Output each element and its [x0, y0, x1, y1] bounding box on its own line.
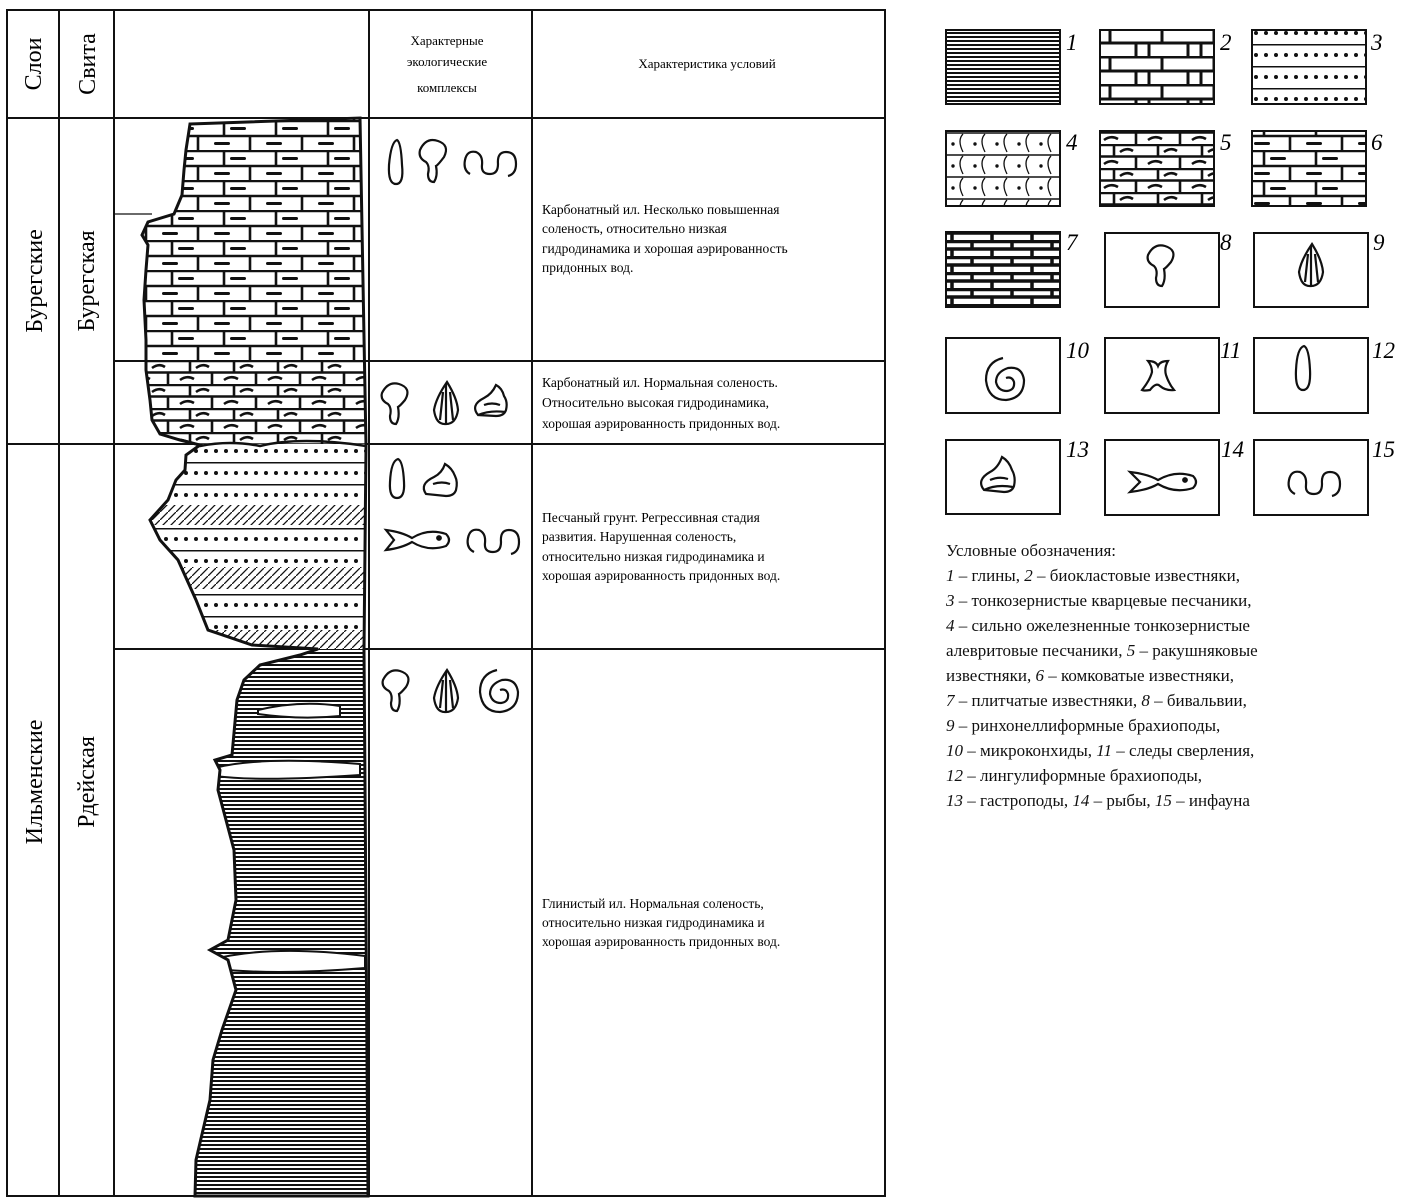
legend-item-number: 4 [946, 616, 955, 635]
legend-line [946, 713, 1386, 738]
header-eco-line2: экологические [406, 54, 488, 69]
legend-swatch-shell-limestone [1100, 131, 1214, 206]
legend-item-text: – бивальвии, [1149, 691, 1247, 710]
legend-line [946, 738, 1386, 763]
legend-number: 1 [1066, 30, 1078, 55]
legend-line [946, 763, 1386, 788]
legend-item-number: 13 [946, 791, 963, 810]
legend-line [946, 688, 1386, 713]
legend-box-infauna [1254, 440, 1368, 515]
legend-line [946, 563, 1386, 588]
legend-line [946, 613, 1386, 638]
condition-line: относительно низкая гидродинамика и [542, 915, 765, 930]
legend-number: 13 [1066, 437, 1089, 462]
condition-line: хорошая аэрированность придонных вод. [542, 934, 781, 949]
condition-line: Карбонатный ил. Несколько повышенная [542, 202, 780, 217]
gastropod-icon [475, 385, 507, 416]
legend-item-number: 14 [1072, 791, 1090, 810]
condition-line: хорошая аэрированность придонных вод. [542, 416, 781, 431]
legend-box-microconchid [946, 338, 1060, 413]
lithologic-column [130, 110, 380, 1202]
legend-swatch-iron-sandstone [946, 131, 1060, 206]
legend-line [946, 788, 1386, 813]
conditions-text [542, 202, 788, 949]
microconchid-icon [480, 670, 518, 712]
legend-item-number: 9 [946, 716, 955, 735]
unit-sand-hatch-2 [130, 567, 380, 589]
bivalve-icon [383, 670, 409, 711]
legend-number: 9 [1373, 230, 1385, 255]
legend-item-text: – ракушняковые [1135, 641, 1258, 660]
header-conditions: Характеристика условий [638, 56, 776, 71]
legend-item-text: – глины, [954, 566, 1025, 585]
legend-item-text: – рыбы, [1089, 791, 1155, 810]
legend-item-number: 2 [1024, 566, 1033, 585]
legend-title: Условные обозначения: [946, 541, 1117, 560]
suite-label-buregskaya: Бурегская [74, 230, 100, 332]
header-eco-line1: Характерные [410, 33, 484, 48]
legend-item-text: – гастроподы, [963, 791, 1073, 810]
legend-number: 10 [1066, 338, 1089, 363]
legend-item-number: 7 [946, 691, 955, 710]
header-eco-line3: комплексы [417, 80, 477, 95]
condition-line: Относительно высокая гидродинамика, [542, 395, 769, 410]
legend-item-number: 1 [946, 566, 955, 585]
condition-line: Глинистый ил. Нормальная соленость, [542, 896, 764, 911]
legend-item-text: – лингулиформные брахиоподы, [963, 766, 1203, 785]
legend-number: 11 [1220, 338, 1242, 363]
legend-swatch-nodular-limestone [1252, 131, 1366, 206]
condition-line: хорошая аэрированность придонных вод. [542, 568, 781, 583]
legend-item-number: 3 [946, 591, 955, 610]
legend-item-text: – биокластовые известняки, [1032, 566, 1240, 585]
legend-line [946, 663, 1386, 688]
condition-line: Песчаный грунт. Регрессивная стадия [542, 510, 760, 525]
clay-lens [215, 761, 360, 779]
legend-box-bivalve [1105, 233, 1219, 307]
eco-complex-2 [382, 382, 507, 424]
infauna-icon [465, 152, 516, 176]
lingulid-icon [389, 140, 403, 184]
legend-item-number: 6 [1035, 666, 1044, 685]
legend-item-number: 15 [1154, 791, 1172, 810]
legend-number: 2 [1220, 30, 1232, 55]
table-frame [7, 10, 885, 1196]
legend-item-number: 8 [1141, 691, 1150, 710]
condition-line: соленость, относительно низкая [542, 221, 727, 236]
legend-number: 4 [1066, 130, 1078, 155]
legend-swatch-platy-limestone [946, 232, 1060, 307]
layer-label-buregskie: Бурегские [22, 229, 48, 333]
header-suite: Свита [75, 33, 101, 95]
legend-item-text: – тонкозернистые кварцевые песчаники, [954, 591, 1252, 610]
condition-line: Карбонатный ил. Нормальная соленость. [542, 375, 778, 390]
condition-line: относительно низкая гидродинамика и [542, 549, 765, 564]
condition-line: развития. Нарушенная соленость, [542, 529, 737, 544]
legend-item-text: алевритовые песчаники, [946, 641, 1127, 660]
legend-number: 15 [1372, 437, 1395, 462]
legend-number: 8 [1220, 230, 1232, 255]
legend-number: 12 [1372, 338, 1395, 363]
legend-item-number: 5 [1126, 641, 1136, 660]
legend-item-text: – комковатые известняки, [1043, 666, 1234, 685]
legend-number: 6 [1371, 130, 1383, 155]
legend-number: 3 [1371, 30, 1383, 55]
legend-swatch-clay [946, 30, 1060, 104]
legend-item-text: известняки, [946, 666, 1036, 685]
legend-item-text: – ринхонеллиформные брахиоподы, [954, 716, 1221, 735]
bivalve-icon [420, 140, 446, 182]
eco-complex-4 [383, 670, 518, 712]
lingulid-icon [390, 459, 404, 498]
rhynchonellid-icon [434, 670, 458, 712]
legend-swatch-quartz-sandstone [1252, 30, 1366, 104]
eco-complex-1 [389, 140, 516, 184]
legend-number: 14 [1221, 437, 1244, 462]
eco-complex-3 [386, 459, 519, 554]
legend-item-text: – следы сверления, [1112, 741, 1255, 760]
legend-item-text: – микроконхиды, [963, 741, 1097, 760]
unit-nodular-limestone [130, 110, 380, 365]
unit-shell-limestone [130, 361, 380, 447]
legend-item-number: 12 [946, 766, 963, 785]
bivalve-icon [382, 383, 408, 424]
layer-label-ilmenskie: Ильменские [22, 719, 48, 845]
legend-swatch-bioclastic-limestone [1100, 30, 1214, 104]
legend-box-boring [1105, 338, 1219, 413]
legend-line [946, 588, 1386, 613]
legend-line [946, 638, 1386, 663]
legend-item-text: – плитчатые известняки, [954, 691, 1142, 710]
unit-clay [130, 649, 380, 1202]
condition-line: придонных вод. [542, 260, 634, 275]
legend-item-text: – сильно ожелезненные тонкозернистые [954, 616, 1250, 635]
legend-item-number: 10 [946, 741, 963, 760]
suite-label-rdeyskaya: Рдейская [74, 736, 100, 828]
legend-description [946, 563, 1386, 813]
legend-item-text: – инфауна [1171, 791, 1250, 810]
legend-number: 7 [1066, 230, 1078, 255]
rhynchonellid-icon [434, 382, 458, 424]
legend-item-number: 11 [1096, 741, 1113, 760]
condition-line: гидродинамика и хорошая аэрированность [542, 241, 788, 256]
infauna-icon [468, 530, 519, 554]
legend-number: 5 [1220, 130, 1232, 155]
unit-sand-hatch-1 [130, 505, 380, 525]
gastropod-icon [424, 464, 457, 496]
header-layers: Слои [21, 37, 47, 91]
